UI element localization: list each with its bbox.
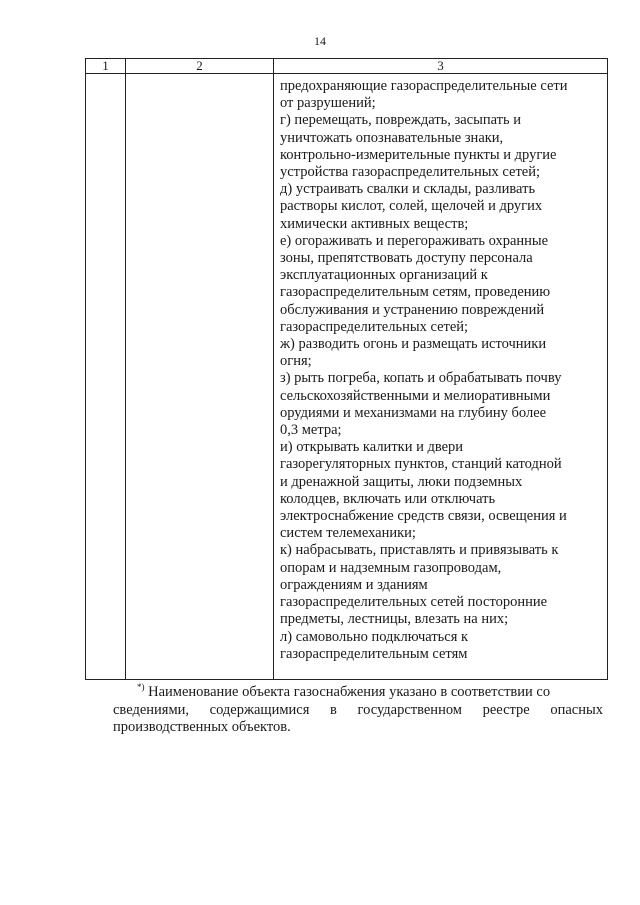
footnote-text: Наименование объекта газоснабжения указано в соответствии со [148,684,551,700]
cell-column-1 [86,74,126,680]
text-line: орудиями и механизмами на глубину более [280,404,547,421]
text-line: растворы кислот, солей, щелочей и других [280,198,543,215]
text-line: д) устраивать свалки и склады, разливать [280,181,536,198]
text-line: газорегуляторных пунктов, станций катодной [280,456,562,473]
text-line: уничтожать опознавательные знаки, [280,129,504,146]
text-line: л) самовольно подключаться к [280,628,469,645]
text-line: обслуживания и устранению повреждений [280,301,545,318]
text-line: газораспределительным сетям, проведению [280,284,551,301]
text-line: огня; [280,353,312,370]
text-line: от разрушений; [280,95,376,112]
content-table [85,58,608,680]
text-line: газораспределительных сетей посторонние [280,594,548,611]
table-header-row [86,59,608,74]
text-line: газораспределительных сетей; [280,318,469,335]
text-line: и дренажной защиты, люки подземных [280,473,523,490]
text-line: з) рыть погреба, копать и обрабатывать почву [280,370,562,387]
text-line: 0,3 метра; [280,422,342,439]
cell-column-3 [274,74,608,680]
text-line: и) открывать калитки и двери [280,439,464,456]
footnote-text: сведениями, содержащимися в государственном реестре опасных [113,701,603,718]
text-line: устройства газораспределительных сетей; [280,164,541,181]
page-number: 14 [314,34,326,48]
footnote-marker: *) [137,682,145,693]
text-line: контрольно-измерительные пункты и другие [280,146,557,163]
cell-column-2 [126,74,274,680]
text-line: химически активных веществ; [280,215,469,232]
footnote-text: производственных объектов. [113,719,291,735]
text-line: предметы, лестницы, влезать на них; [280,611,509,628]
text-line: предохраняющие газораспределительные сети [280,78,568,94]
footnote-line [113,684,603,702]
text-line: опорам и надземным газопроводам, [280,559,502,576]
text-line: газораспределительным сетям [280,645,468,662]
column-header-2: 2 [126,59,274,74]
table-row [86,74,608,680]
text-line: сельскохозяйственными и мелиоративными [280,387,551,404]
text-line: систем телемеханики; [280,525,416,542]
text-line: к) набрасывать, приставлять и привязывать к [280,542,559,559]
text-line: е) огораживать и перегораживать охранные [280,232,549,249]
column-header-3: 3 [274,59,608,74]
text-line: г) перемещать, повреждать, засыпать и [280,112,522,129]
text-line: зоны, препятствовать доступу персонала [280,250,533,267]
text-line: ограждениям и зданиям [280,576,428,593]
text-line: ж) разводить огонь и размещать источники [280,336,547,353]
footnote [113,684,603,737]
text-line: электроснабжение средств связи, освещения и [280,508,567,525]
text-line: эксплуатационных организаций к [280,267,488,284]
text-line: колодцев, включать или отключать [280,490,496,507]
column-header-1: 1 [86,59,126,74]
